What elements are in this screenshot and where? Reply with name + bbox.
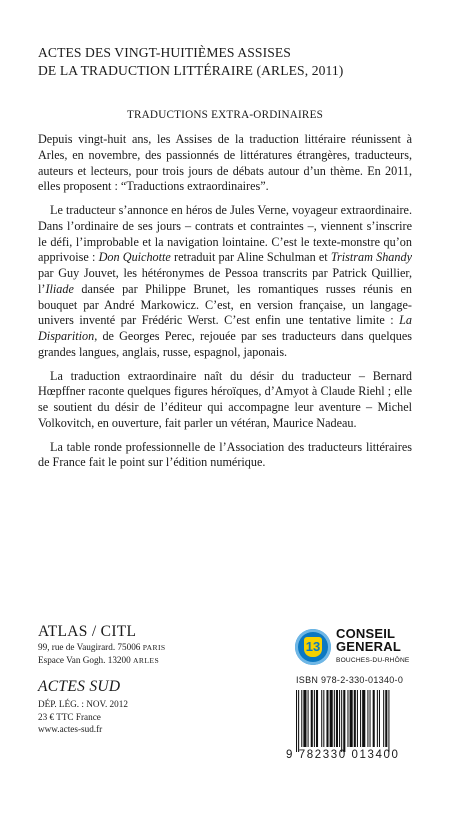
barcode-bar	[298, 690, 299, 752]
text-run: , de Georges Perec, rejouée par ses traducteurs dans quelques grandes langues, anglais, russe, espagnol, japonais.	[38, 329, 412, 359]
cg-line-3: BOUCHES-DU-RHÔNE	[336, 657, 410, 664]
cg-badge-icon	[295, 629, 331, 665]
barcode-bar	[379, 690, 380, 747]
title-line-1: ACTES DES VINGT-HUITIÈMES ASSISES	[38, 45, 291, 60]
text-run: dansée par Philippe Brunet, les romantiques russes réunis en bouquet par André Markowicz. C’est, en version française, un langage-univers inventé par Frédéric Werst. C’est enfin une tentative limite :	[38, 281, 412, 328]
address-city: PARIS	[142, 643, 166, 652]
text-run: par Guy Jouvet, les hétéronymes de Pessoa transcrits par Patrick Quillier, l’	[38, 266, 412, 296]
barcode-bar	[336, 690, 338, 747]
address-text: Espace Van Gogh. 13200	[38, 655, 134, 666]
barcode-bars	[286, 688, 426, 754]
badge-number: 13	[305, 639, 321, 654]
book-title	[38, 44, 418, 80]
barcode-bar	[296, 690, 297, 752]
barcode-bar	[308, 690, 309, 747]
paragraph-3: La traduction extraordinaire naît du désir du traducteur – Bernard Hœpffner raconte quelques figures héroïques, d’Amyot à Claude Riehl ; elle se soutient du désir de l’éditeur qui accompagne leur aventure – Michel Volkovitch, en ouverture, fait parler un vétéran, Maurice Nadeau.	[38, 368, 412, 430]
barcode-bar	[339, 690, 340, 747]
barcode-bar	[383, 690, 384, 747]
paragraph-1: Depuis vingt-huit ans, les Assises de la traduction littéraire réunissent à Arles, en novembre, des passionnés de littératures étrangères, traducteurs, auteurs et lecteurs, pour trois jours de débats autour d’un thème. En 2011, elles proposent : “Traductions extraordinaires”.	[38, 132, 412, 194]
paragraph-4: La table ronde professionnelle de l’Association des traducteurs littéraires de France fait le point sur l’édition numérique.	[38, 439, 412, 470]
subtitle: TRADUCTIONS EXTRA-ORDINAIRES	[126, 109, 324, 121]
cg-line-2: GENERAL	[336, 639, 401, 654]
back-cover-text	[38, 132, 412, 479]
address-city: ARLES	[133, 656, 160, 666]
barcode-bar	[350, 690, 353, 747]
barcode-bar	[347, 690, 348, 747]
barcode-bar	[323, 690, 324, 747]
barcode-bar	[314, 690, 315, 747]
publisher-name: ATLAS / CITL	[38, 623, 137, 640]
barcode-bar	[341, 690, 342, 752]
cg-line-1: CONSEIL	[336, 626, 396, 641]
address-paris	[38, 641, 238, 654]
website-link[interactable]: www.actes-sud.fr	[38, 723, 103, 734]
barcode-bar	[385, 690, 387, 747]
title-tristram-shandy: Tristram Shandy	[330, 250, 412, 265]
barcode-bar	[362, 690, 365, 747]
text-run: retraduit par Aline Schulman et	[170, 250, 331, 265]
conseil-general-logo	[295, 627, 425, 667]
barcode-bar	[373, 690, 375, 747]
barcode-bar	[316, 690, 318, 747]
text-run: Le traducteur s’annonce en héros de Jules Verne, voyageur extraordinaire. Dans l’ordinaire de ses jours – contrats et contraintes –, viennent s’inscrire le défi, l’improbable et la navigation lointaine. C’est le texte-monstre qu’on apprivoise :	[38, 203, 412, 265]
paragraph-2	[38, 203, 412, 361]
title-don-quichotte: Don Quichotte	[98, 250, 171, 265]
isbn-label: ISBN 978-2-330-01340-0	[296, 675, 404, 685]
barcode-bar	[343, 690, 345, 752]
cg-wordmark	[336, 627, 410, 667]
barcode-bar	[303, 690, 306, 747]
barcode-bar	[388, 690, 389, 752]
barcode-bar	[311, 690, 313, 747]
legal-deposit: DÉP. LÉG. : NOV. 2012	[38, 699, 128, 710]
barcode	[286, 688, 426, 766]
barcode-bar	[321, 690, 322, 747]
barcode-bar	[326, 690, 328, 747]
title-iliade: Iliade	[45, 281, 74, 296]
address-arles	[38, 654, 238, 667]
barcode-bar	[357, 690, 358, 747]
title-line-2: DE LA TRADUCTION LITTÉRAIRE (ARLES, 2011)	[38, 63, 344, 78]
barcode-bar	[370, 690, 371, 747]
barcode-bar	[377, 690, 378, 747]
barcode-bar	[330, 690, 333, 747]
address-text: 99, rue de Vaugirard. 75006	[38, 642, 143, 652]
imprint-name: ACTES SUD	[38, 678, 121, 696]
barcode-bar	[367, 690, 368, 747]
price: 23 € TTC France	[38, 711, 101, 722]
barcode-digits: 9 782330 013400	[286, 749, 400, 761]
barcode-bar	[354, 690, 356, 747]
barcode-bar	[360, 690, 361, 747]
title-la-disparition: La Disparition	[38, 313, 412, 343]
publisher-block	[38, 622, 238, 735]
barcode-bar	[334, 690, 335, 747]
barcode-bar	[301, 690, 302, 747]
